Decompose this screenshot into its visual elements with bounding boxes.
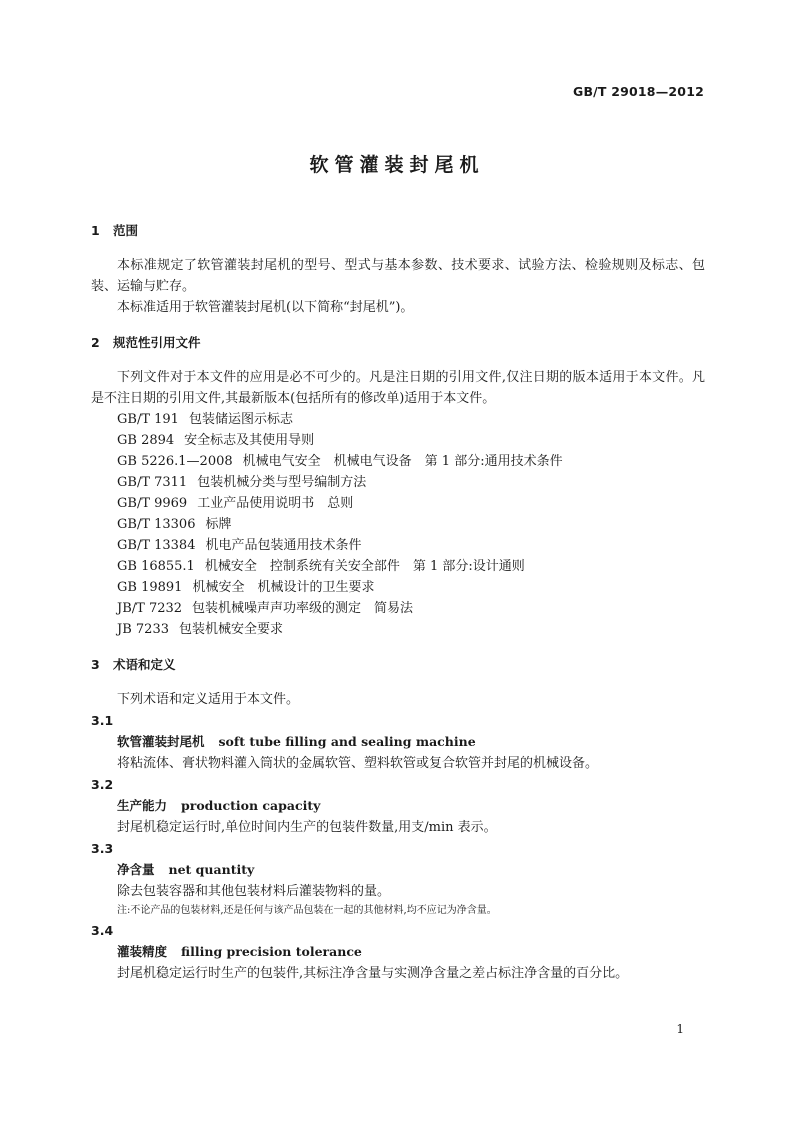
term-definition: 封尾机稳定运行时,单位时间内生产的包装件数量,用支/min 表示。	[117, 820, 497, 835]
term-heading	[91, 795, 705, 817]
term-number: 3.4	[91, 923, 114, 938]
reference-item	[91, 514, 705, 535]
term-heading	[91, 731, 705, 753]
section-number: 2	[91, 335, 100, 350]
reference-title: 包装机械噪声声功率级的测定 简易法	[192, 601, 414, 616]
term-entry	[91, 838, 705, 920]
reference-item	[91, 577, 705, 598]
term-chinese: 净含量	[117, 862, 155, 877]
reference-list	[91, 409, 705, 640]
reference-item	[91, 409, 705, 430]
reference-title: 安全标志及其使用导则	[184, 433, 315, 448]
reference-code: GB 16855.1	[117, 559, 195, 574]
reference-item	[91, 598, 705, 619]
term-english: production capacity	[181, 798, 321, 813]
reference-code: GB 19891	[117, 580, 183, 595]
reference-title: 包装储运图示标志	[188, 412, 293, 427]
reference-title: 机械安全 控制系统有关安全部件 第 1 部分:设计通则	[204, 559, 525, 574]
section-3-heading	[91, 654, 705, 675]
paragraph: 下列术语和定义适用于本文件。	[117, 692, 300, 707]
reference-code: GB/T 191	[117, 412, 179, 427]
standard-code: GB/T 29018—2012	[572, 84, 704, 99]
document-body	[91, 220, 705, 984]
term-heading	[91, 941, 705, 963]
term-english: soft tube filling and sealing machine	[218, 734, 476, 749]
reference-title: 机电产品包装通用技术条件	[205, 538, 362, 553]
reference-item	[91, 472, 705, 493]
term-chinese: 生产能力	[117, 798, 168, 813]
term-entry	[91, 710, 705, 774]
term-entry	[91, 920, 705, 984]
reference-title: 机械电气安全 机械电气设备 第 1 部分:通用技术条件	[242, 454, 563, 469]
term-definition: 封尾机稳定运行时生产的包装件,其标注净含量与实测净含量之差占标注净含量的百分比。	[117, 966, 629, 981]
reference-title: 机械安全 机械设计的卫生要求	[192, 580, 375, 595]
term-number: 3.3	[91, 841, 114, 856]
term-number: 3.1	[91, 713, 114, 728]
reference-code: JB/T 7232	[117, 601, 183, 616]
section-title: 规范性引用文件	[113, 335, 201, 350]
reference-code: GB/T 13384	[117, 538, 196, 553]
page-number: 1	[676, 1022, 684, 1036]
page-title: 软管灌装封尾机	[309, 154, 485, 176]
term-entry	[91, 774, 705, 838]
reference-item	[91, 451, 705, 472]
reference-code: JB 7233	[117, 622, 169, 637]
reference-title: 工业产品使用说明书 总则	[197, 496, 354, 511]
reference-code: GB 2894	[117, 433, 175, 448]
term-number: 3.2	[91, 777, 114, 792]
term-english: net quantity	[168, 862, 255, 877]
term-english: filling precision tolerance	[181, 944, 362, 959]
reference-title: 包装机械分类与型号编制方法	[197, 475, 367, 490]
section-number: 3	[91, 657, 100, 672]
reference-code: GB/T 9969	[117, 496, 188, 511]
reference-item	[91, 430, 705, 451]
paragraph: 本标准规定了软管灌装封尾机的型号、型式与基本参数、技术要求、试验方法、检验规则及标志、包装、运输与贮存。	[91, 258, 705, 294]
paragraph: 本标准适用于软管灌装封尾机(以下简称“封尾机”)。	[117, 300, 414, 315]
term-chinese: 软管灌装封尾机	[117, 734, 205, 749]
paragraph: 下列文件对于本文件的应用是必不可少的。凡是注日期的引用文件,仅注日期的版本适用于本文件。凡是不注日期的引用文件,其最新版本(包括所有的修改单)适用于本文件。	[91, 370, 705, 406]
reference-title: 标牌	[205, 517, 232, 532]
term-chinese: 灌装精度	[117, 944, 168, 959]
term-definition: 将粘流体、膏状物料灌入筒状的金属软管、塑料软管或复合软管并封尾的机械设备。	[117, 756, 599, 771]
reference-item	[91, 619, 705, 640]
reference-title: 包装机械安全要求	[178, 622, 283, 637]
section-1-heading	[91, 220, 705, 241]
reference-item	[91, 493, 705, 514]
section-title: 术语和定义	[113, 657, 176, 672]
section-number: 1	[91, 223, 100, 238]
reference-code: GB/T 7311	[117, 475, 188, 490]
term-definition: 除去包装容器和其他包装材料后灌装物料的量。	[117, 884, 391, 899]
reference-code: GB/T 13306	[117, 517, 196, 532]
section-title: 范围	[113, 223, 139, 238]
reference-item	[91, 556, 705, 577]
term-note: 注:不论产品的包装材料,还是任何与该产品包装在一起的其他材料,均不应记为净含量。	[117, 905, 497, 916]
reference-code: GB 5226.1—2008	[117, 454, 233, 469]
term-heading	[91, 859, 705, 881]
reference-item	[91, 535, 705, 556]
section-2-heading	[91, 332, 705, 353]
